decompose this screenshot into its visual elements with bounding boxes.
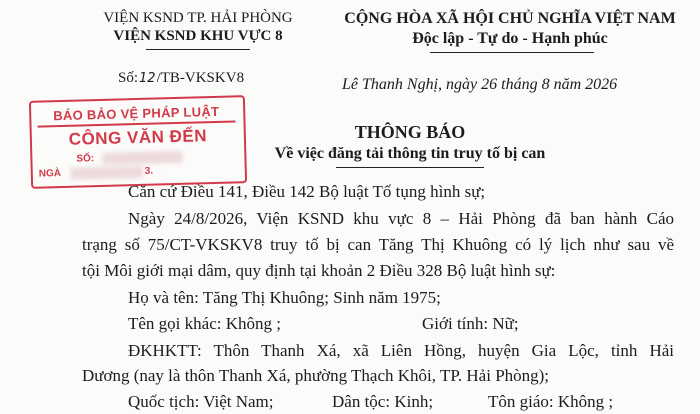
stamp-date-tail: 3. [144, 165, 154, 177]
defendant-religion: Tôn giáo: Không ; [488, 392, 614, 411]
stamp-number-redaction [102, 151, 182, 165]
agency-underline [146, 49, 250, 50]
indictment-line-2: trạng số 75/CT-VKSKV8 truy tố bị can Tăng Thị Khuông có lý lịch như sau về [82, 235, 674, 254]
defendant-alias: Tên gọi khác: Không ; [128, 314, 281, 333]
notice-title: THÔNG BÁO [354, 122, 466, 142]
nation-title: CỘNG HÒA XÃ HỘI CHỦ NGHĨA VIỆT NAM [344, 10, 676, 27]
notice-subtitle: Về việc đăng tải thông tin truy tố bị can [274, 145, 546, 162]
defendant-name: Họ và tên: Tăng Thị Khuông; Sinh năm 1975; [128, 288, 441, 307]
indictment-line-1: Ngày 24/8/2026, Viện KSND khu vực 8 – Hải Phòng đã ban hành Cáo [128, 209, 674, 228]
stamp-date-redaction [71, 166, 143, 180]
stamp-org: BÁO BẢO VỆ PHÁP LUẬT [37, 103, 235, 127]
doc-number-prefix: Số: [118, 70, 139, 86]
address-line-1: ĐKHKTT: Thôn Thanh Xá, xã Liên Hồng, huyện Gia Lộc, tỉnh Hải [128, 341, 674, 360]
stamp-date-label: NGÀ [38, 168, 62, 180]
doc-number [118, 70, 244, 87]
agency-parent: VIỆN KSND TP. HẢI PHÒNG [103, 10, 293, 26]
received-stamp [29, 95, 247, 189]
defendant-nationality: Quốc tịch: Việt Nam; [128, 392, 274, 411]
indictment-line-3: tội Môi giới mại dâm, quy định tại khoản 2 Điều 328 Bộ luật hình sự: [82, 261, 556, 280]
motto-underline [430, 52, 594, 53]
place-date: Lê Thanh Nghị, ngày 26 tháng 8 năm 2026 [342, 76, 618, 93]
defendant-ethnicity: Dân tộc: Kinh; [332, 392, 434, 411]
stamp-number-label: SỐ: [76, 153, 95, 165]
agency-name: VIỆN KSND KHU VỰC 8 [113, 28, 283, 44]
doc-number-suffix: /TB-VKSKV8 [156, 70, 245, 86]
doc-number-value: 12 [139, 71, 156, 86]
defendant-gender: Giới tính: Nữ; [422, 314, 519, 333]
basis-paragraph: Căn cứ Điều 141, Điều 142 Bộ luật Tố tụng hình sự; [128, 182, 486, 201]
subtitle-underline [336, 167, 484, 168]
stamp-title: CÔNG VĂN ĐẾN [68, 126, 208, 149]
motto: Độc lập - Tự do - Hạnh phúc [412, 30, 608, 47]
address-line-2: Dương (nay là thôn Thanh Xá, phường Thạch Khôi, TP. Hải Phòng); [82, 366, 550, 385]
